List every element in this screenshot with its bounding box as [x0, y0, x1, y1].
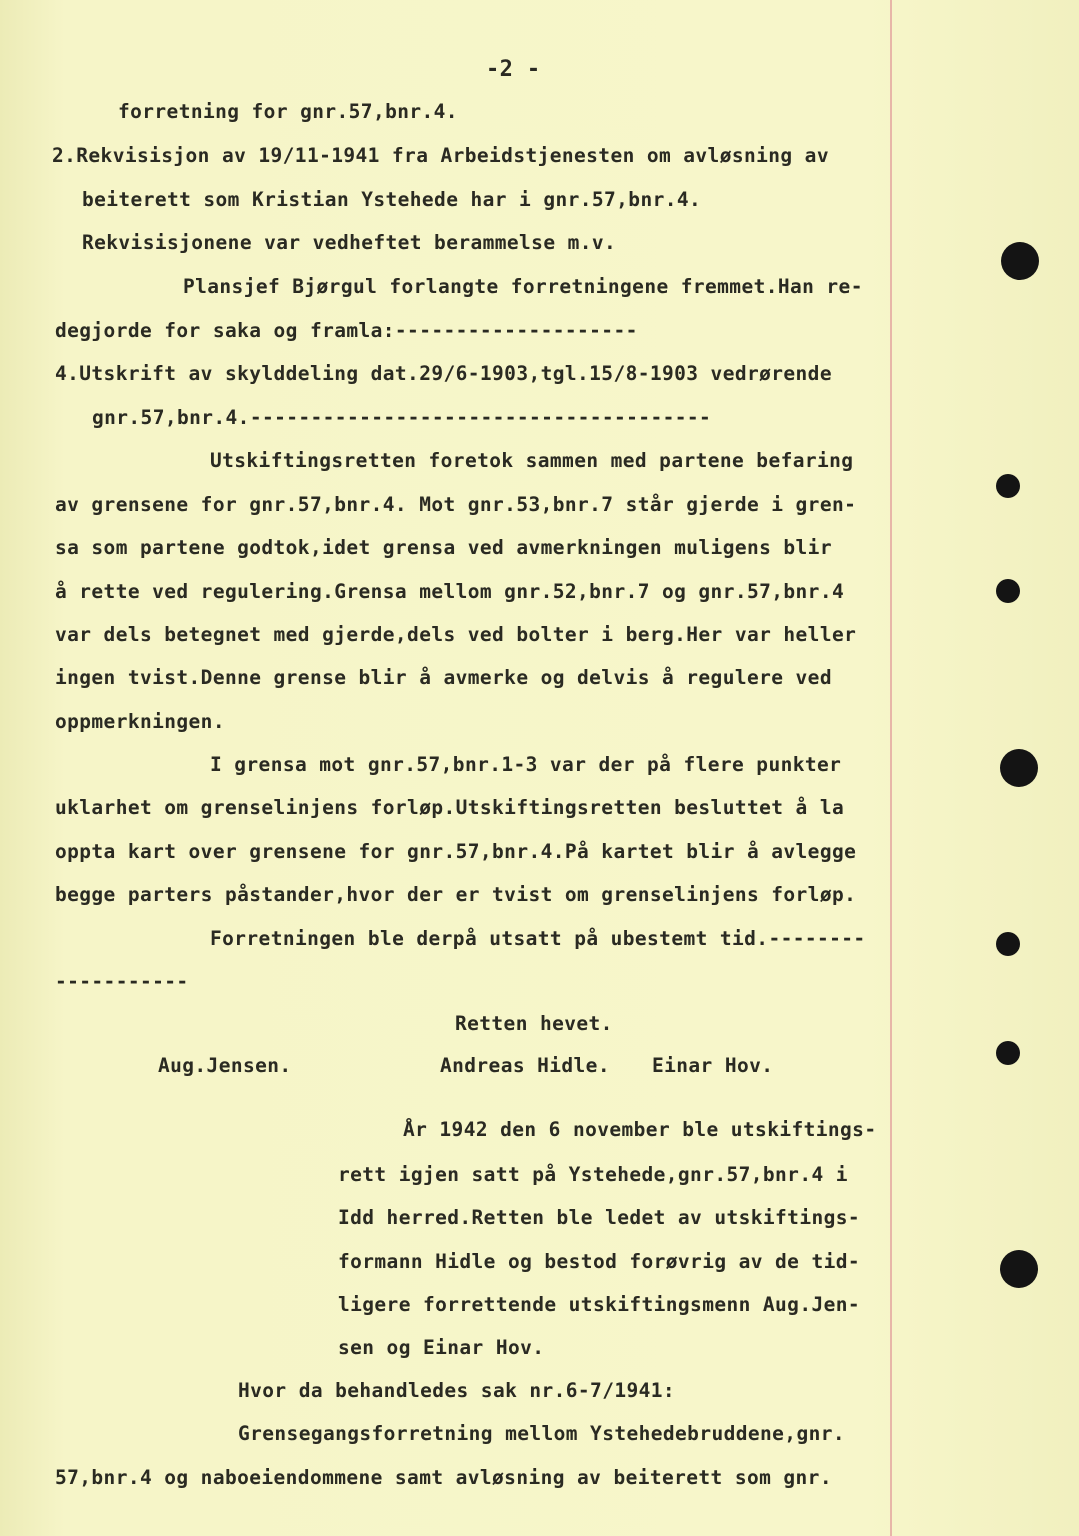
text-line: I grensa mot gnr.57,bnr.1-3 var der på flere punkter: [210, 753, 842, 776]
text-line: gnr.57,bnr.4.--------------------------------------: [92, 406, 712, 429]
text-line: av grensene for gnr.57,bnr.4. Mot gnr.53,bnr.7 står gjerde i gren-: [55, 493, 857, 516]
text-line: var dels betegnet med gjerde,dels ved bolter i berg.Her var heller: [55, 623, 857, 646]
text-line: ingen tvist.Denne grense blir å avmerke og delvis å regulere ved: [55, 666, 832, 689]
signature-name: Aug.Jensen.: [158, 1054, 292, 1077]
page-number: -2 -: [486, 57, 541, 82]
text-line: Idd herred.Retten ble ledet av utskiftings-: [338, 1206, 861, 1229]
text-line: Forretningen ble derpå utsatt på ubestemt tid.--------: [210, 927, 866, 950]
text-line: oppmerkningen.: [55, 710, 225, 733]
text-line: 4.Utskrift av skylddeling dat.29/6-1903,tgl.15/8-1903 vedrørende: [55, 362, 832, 385]
text-line: Hvor da behandledes sak nr.6-7/1941:: [238, 1379, 676, 1402]
text-line: forretning for gnr.57,bnr.4.: [118, 100, 458, 123]
closing-line: Retten hevet.: [455, 1012, 613, 1035]
text-line: degjorde for saka og framla:--------------------: [55, 319, 638, 342]
text-line: sa som partene godtok,idet grensa ved avmerkningen muligens blir: [55, 536, 832, 559]
text-line: Plansjef Bjørgul forlangte forretningene fremmet.Han re-: [183, 275, 863, 298]
binder-hole: [1000, 749, 1038, 787]
text-line: beiterett som Kristian Ystehede har i gnr.57,bnr.4.: [82, 188, 702, 211]
text-line: Rekvisisjonene var vedheftet berammelse m.v.: [82, 231, 617, 254]
binder-hole: [996, 1041, 1020, 1065]
text-line: oppta kart over grensene for gnr.57,bnr.4.På kartet blir å avlegge: [55, 840, 857, 863]
binder-hole: [996, 474, 1020, 498]
text-line: ligere forrettende utskiftingsmenn Aug.Jen-: [338, 1293, 861, 1316]
text-line: sen og Einar Hov.: [338, 1336, 545, 1359]
text-line: rett igjen satt på Ystehede,gnr.57,bnr.4 i: [338, 1163, 848, 1186]
margin-rule: [890, 0, 892, 1536]
text-line: formann Hidle og bestod forøvrig av de tid-: [338, 1250, 861, 1273]
text-line: uklarhet om grenselinjens forløp.Utskiftingsretten besluttet å la: [55, 796, 845, 819]
text-line: Utskiftingsretten foretok sammen med partene befaring: [210, 449, 854, 472]
text-line: 57,bnr.4 og naboeiendommene samt avløsning av beiterett som gnr.: [55, 1466, 832, 1489]
text-line: År 1942 den 6 november ble utskiftings-: [403, 1118, 877, 1141]
signature-name: Einar Hov.: [652, 1054, 774, 1077]
text-line: 2.Rekvisisjon av 19/11-1941 fra Arbeidstjenesten om avløsning av: [52, 144, 829, 167]
binder-hole: [996, 932, 1020, 956]
binder-hole: [1000, 1250, 1038, 1288]
signature-name: Andreas Hidle.: [440, 1054, 610, 1077]
text-line: å rette ved regulering.Grensa mellom gnr.52,bnr.7 og gnr.57,bnr.4: [55, 580, 845, 603]
text-line: -----------: [55, 970, 189, 993]
binder-hole: [1001, 242, 1039, 280]
binder-hole: [996, 579, 1020, 603]
text-line: begge parters påstander,hvor der er tvist om grenselinjens forløp.: [55, 883, 857, 906]
text-line: Grensegangsforretning mellom Ystehedebruddene,gnr.: [238, 1422, 845, 1445]
